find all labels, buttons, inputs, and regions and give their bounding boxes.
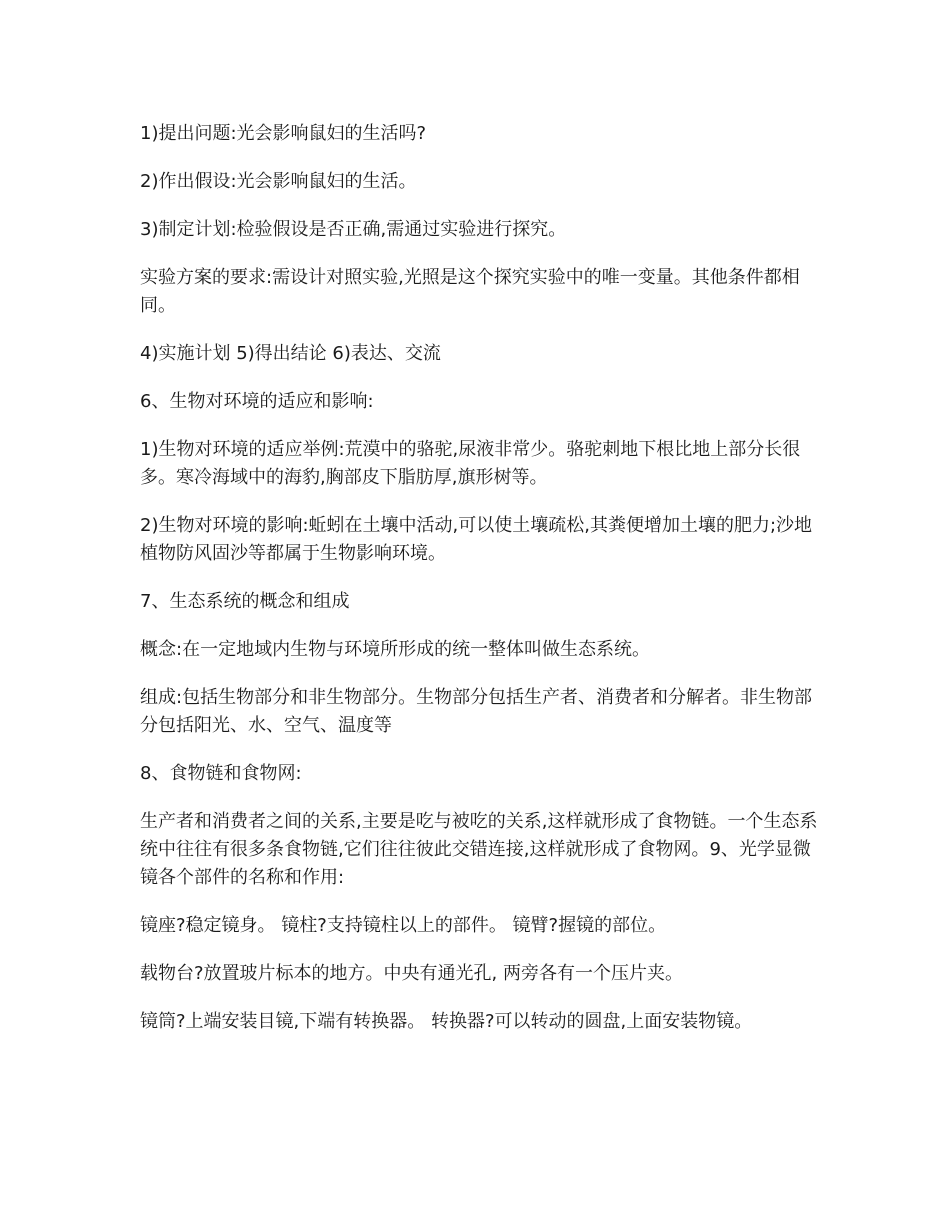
paragraph-environmental-influence: 2)生物对环境的影响:蚯蚓在土壤中活动,可以使土壤疏松,其粪便增加土壤的肥力;沙地植物防风固沙等都属于生物影响环境。 xyxy=(140,515,813,564)
paragraph-experiment-requirements: 实验方案的要求:需设计对照实验,光照是这个探究实验中的唯一变量。其他条件都相同。 xyxy=(140,267,800,316)
paragraph-microscope-tube: 镜筒?上端安装目镜,下端有转换器。 转换器?可以转动的圆盘,上面安装物镜。 xyxy=(140,1011,753,1032)
paragraph-food-chain: 生产者和消费者之间的关系,主要是吃与被吃的关系,这样就形成了食物链。一个生态系统中往往有很多条食物链,它们往往彼此交错连接,这样就形成了食物网。9、光学显微镜各个部件的名称和作用: xyxy=(140,811,818,888)
heading-section-6: 6、生物对环境的适应和影响: xyxy=(140,391,374,412)
paragraph-microscope-stage: 载物台?放置玻片标本的地方。中央有通光孔, 两旁各有一个压片夹。 xyxy=(140,963,683,984)
paragraph-plan: 3)制定计划:检验假设是否正确,需通过实验进行探究。 xyxy=(140,219,567,240)
paragraph-question: 1)提出问题:光会影响鼠妇的生活吗? xyxy=(140,123,427,144)
heading-section-8: 8、食物链和食物网: xyxy=(140,763,302,784)
heading-section-7: 7、生态系统的概念和组成 xyxy=(140,591,350,612)
paragraph-concept: 概念:在一定地域内生物与环境所形成的统一整体叫做生态系统。 xyxy=(140,639,651,660)
paragraph-microscope-base: 镜座?稳定镜身。 镜柱?支持镜柱以上的部件。 镜臂?握镜的部位。 xyxy=(140,915,667,936)
paragraph-steps-4-6: 4)实施计划 5)得出结论 6)表达、交流 xyxy=(140,343,441,364)
paragraph-hypothesis: 2)作出假设:光会影响鼠妇的生活。 xyxy=(140,171,417,192)
paragraph-adaptation-examples: 1)生物对环境的适应举例:荒漠中的骆驼,尿液非常少。骆驼刺地下根比地上部分长很多。寒冷海域中的海豹,胸部皮下脂肪厚,旗形树等。 xyxy=(140,439,801,488)
paragraph-composition: 组成:包括生物部分和非生物部分。生物部分包括生产者、消费者和分解者。非生物部分包括阳光、水、空气、温度等 xyxy=(140,687,813,736)
